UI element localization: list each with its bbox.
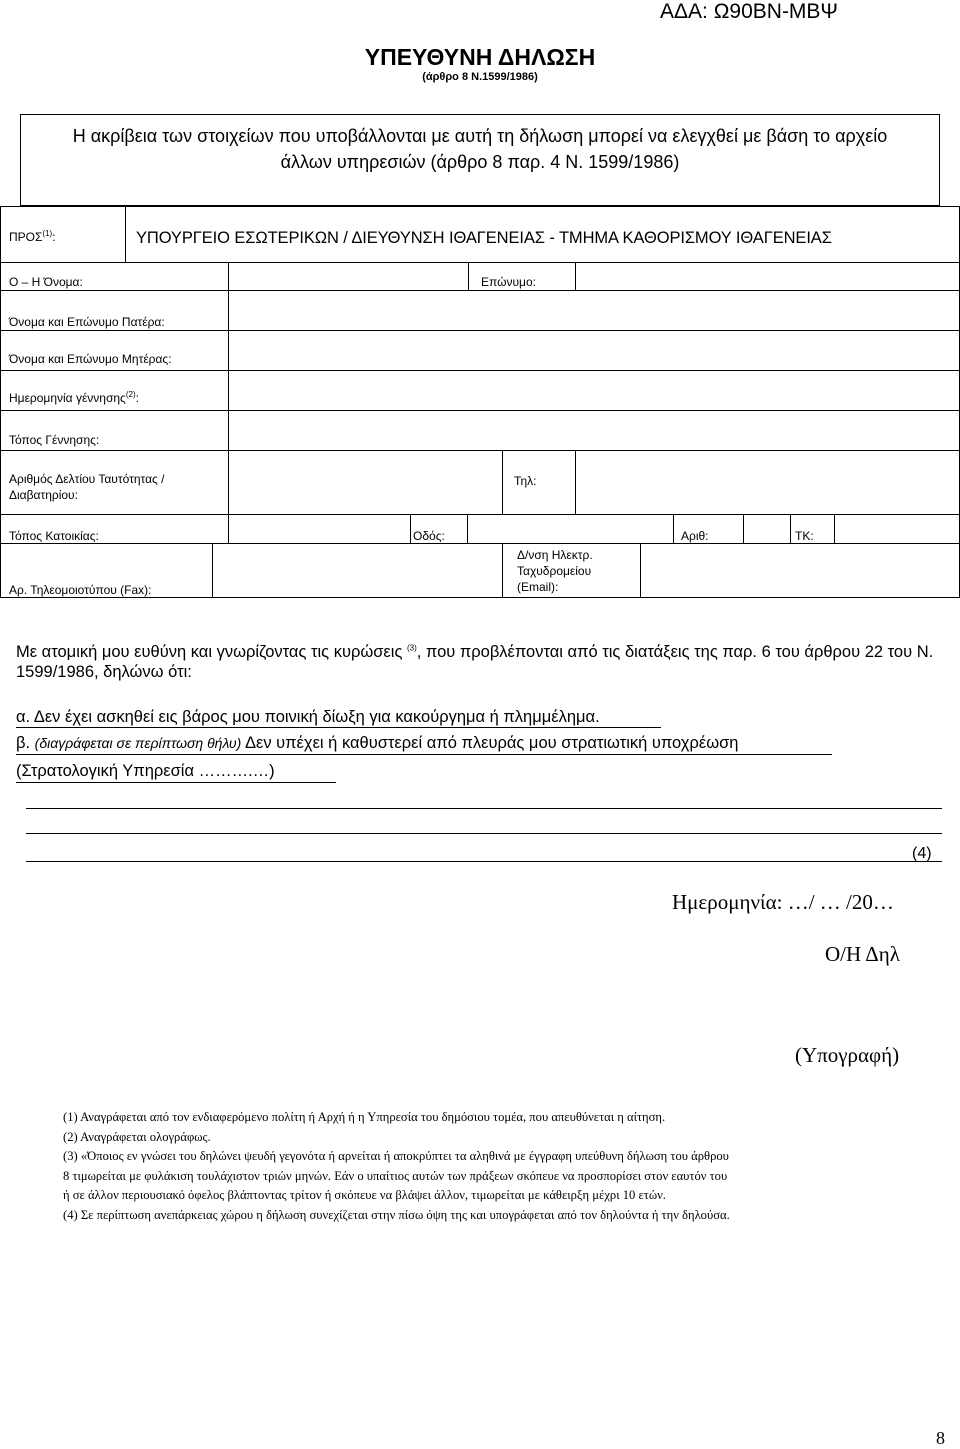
pros-colon: : xyxy=(52,230,56,244)
postcode-label: ΤΚ: xyxy=(795,529,814,543)
footnotes xyxy=(63,1108,950,1225)
recipient-authority: ΥΠΟΥΡΓΕΙΟ ΕΣΩΤΕΡΙΚΩΝ / ΔΙΕΥΘΥΝΣΗ ΙΘΑΓΕΝΕΙΑΣ - ΤΜΗΜΑ ΚΑΘΟΡΙΣΜΟΥ ΙΘΑΓΕΝΕΙΑΣ xyxy=(136,229,832,247)
number-label: Αριθ: xyxy=(681,529,709,543)
id-number-label-line-2: Διαβατηρίου: xyxy=(9,488,78,502)
footnote-2: (2) Αναγράφεται ολογράφως. xyxy=(63,1129,211,1144)
declaration-footnote-ref: (3) xyxy=(406,643,417,653)
item-b-underline xyxy=(16,754,832,755)
id-number-label-line-1: Αριθμός Δελτίου Ταυτότητας / xyxy=(9,472,165,486)
item-a-underline xyxy=(16,727,661,728)
document-subtitle: (άρθρο 8 Ν.1599/1986) xyxy=(422,71,538,83)
name-field[interactable] xyxy=(229,263,468,290)
id-number-field[interactable] xyxy=(229,451,502,514)
footnote-1: (1) Αναγράφεται από τον ενδιαφερόμενο πολίτη ή Αρχή ή η Υπηρεσία του δημόσιου τομέα, που απευθύνεται η αίτηση. xyxy=(63,1110,666,1124)
phone-field[interactable] xyxy=(576,451,959,514)
fax-field[interactable] xyxy=(213,544,502,597)
ada-code: ΑΔΑ: Ω90ΒΝ-ΜΒΨ xyxy=(660,0,838,23)
blank-line-3[interactable] xyxy=(26,861,942,862)
postcode-field[interactable] xyxy=(835,515,959,543)
email-field[interactable] xyxy=(641,544,959,597)
page-number: 8 xyxy=(936,1428,945,1448)
surname-label: Επώνυμο: xyxy=(481,275,536,289)
item-b-text: Δεν υπέχει ή καθυστερεί από πλευράς μου στρατιωτική υποχρέωση xyxy=(241,734,739,752)
item-c-underline xyxy=(16,782,336,783)
street-field[interactable] xyxy=(468,515,673,543)
pros-label-text: ΠΡΟΣ xyxy=(9,230,43,244)
signature-label: (Υπογραφή) xyxy=(795,1043,900,1067)
blank-line-2[interactable] xyxy=(26,833,942,834)
accuracy-notice-line-2: άλλων υπηρεσιών (άρθρο 8 παρ. 4 Ν. 1599/1986) xyxy=(280,152,680,172)
birthdate-colon: : xyxy=(135,391,139,405)
footnote-4-ref: (4) xyxy=(912,845,932,862)
birthdate-label-text: Ημερομηνία γέννησης xyxy=(9,391,126,405)
item-b-prefix: β. xyxy=(16,734,35,752)
email-label-line-1: Δ/νση Ηλεκτρ. xyxy=(517,548,593,562)
personal-details-table xyxy=(0,206,960,598)
footnote-4: (4) Σε περίπτωση ανεπάρκειας χώρου η δήλωση συνεχίζεται στην πίσω όψη της και υπογράφεται από τον δηλούντα ή την δηλούσα. xyxy=(63,1207,730,1222)
pros-label xyxy=(9,229,56,245)
item-b-note: (διαγράφεται σε περίπτωση θήλυ) xyxy=(34,735,242,751)
pros-footnote-ref: (1) xyxy=(42,229,53,238)
birthdate-label xyxy=(9,390,139,406)
surname-field[interactable] xyxy=(576,263,959,290)
footnote-3-line-3: ή σε άλλον περιουσιακό όφελος βλάπτοντας τρίτον ή σκόπευε να βλάψει άλλον, τιμωρείται με κάθειρξη μέχρι 10 ετών. xyxy=(63,1188,666,1202)
declaration-item-a: α. Δεν έχει ασκηθεί εις βάρος μου ποινική δίωξη για κακούργημα ή πλημμέλημα. xyxy=(16,708,600,726)
street-label: Οδός: xyxy=(413,529,445,543)
email-label xyxy=(517,547,593,595)
birthplace-label: Τόπος Γέννησης: xyxy=(9,433,100,447)
declaration-text-start: Με ατομική μου ευθύνη και γνωρίζοντας τις κυρώσεις xyxy=(16,643,407,661)
footnote-3-line-1: (3) «Όποιος εν γνώσει του δηλώνει ψευδή γεγονότα ή αρνείται ή αποκρύπτει τα αληθινά με έγγραφη υπεύθυνη δήλωση του άρθρου xyxy=(63,1149,729,1163)
declaration-statement xyxy=(16,642,946,682)
name-label: Ο – Η Όνομα: xyxy=(9,275,83,289)
number-field[interactable] xyxy=(744,515,790,543)
father-name-label: Όνομα και Επώνυμο Πατέρα: xyxy=(9,315,165,329)
declaration-item-c: (Στρατολογική Υπηρεσία ……….…) xyxy=(16,762,275,780)
accuracy-notice xyxy=(20,114,940,206)
id-number-label xyxy=(9,471,164,503)
accuracy-notice-line-1: Η ακρίβεια των στοιχείων που υποβάλλονται με αυτή τη δήλωση μπορεί να ελεγχθεί με βάση το αρχείο xyxy=(72,126,888,146)
birthdate-footnote-ref: (2) xyxy=(125,390,136,399)
mother-name-field[interactable] xyxy=(229,331,959,370)
blank-line-1[interactable] xyxy=(26,808,942,809)
declaration-item-b xyxy=(16,733,738,753)
declaration-text-end: , που προβλέπονται από τις διατάξεις της παρ. 6 του άρθρου 22 του Ν. 1599/1986, δηλώνω ότι: xyxy=(16,643,934,681)
declarant-label: Ο/Η Δηλ xyxy=(825,942,900,966)
father-name-field[interactable] xyxy=(229,291,959,330)
fax-label: Αρ. Τηλεομοιοτύπου (Fax): xyxy=(9,583,152,597)
document-title: ΥΠΕΥΘΥΝΗ ΔΗΛΩΣΗ xyxy=(364,44,596,70)
mother-name-label: Όνομα και Επώνυμο Μητέρας: xyxy=(9,352,172,366)
residence-label: Τόπος Κατοικίας: xyxy=(9,529,99,543)
phone-label: Τηλ: xyxy=(514,474,537,488)
email-label-line-3: (Email): xyxy=(517,580,559,594)
birthplace-field[interactable] xyxy=(229,411,959,450)
footnote-3-line-2: 8 τιμωρείται με φυλάκιση τουλάχιστον τριών μηνών. Εάν ο υπαίτιος αυτών των πράξεων σκόπευε να προσπορίσει στον εαυτόν του xyxy=(63,1168,728,1183)
residence-field[interactable] xyxy=(229,515,410,543)
email-label-line-2: Ταχυδρομείου xyxy=(517,564,592,578)
date-line: Ημερομηνία: …/ … /20… xyxy=(672,890,894,914)
birthdate-field[interactable] xyxy=(229,371,959,410)
